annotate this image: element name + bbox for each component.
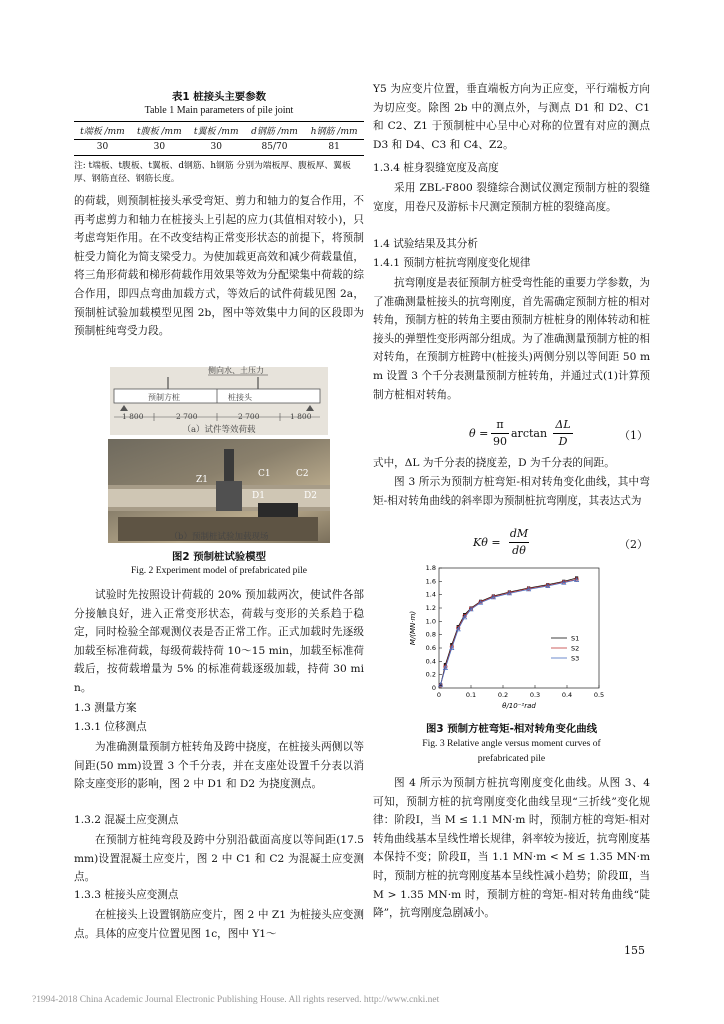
footer: ?1994-2018 China Academic Journal Electronic Publishing House. All rights reserved. http://www.cnki.net	[32, 995, 440, 1005]
table1-header: h钢筋 /mm	[310, 127, 358, 137]
table1-cell: 81	[328, 142, 340, 152]
y-tick-label: 0.4	[425, 657, 436, 666]
section-heading: 1.3.4 桩身裂缝宽度及高度	[373, 162, 499, 174]
section-heading: 1.3.1 位移测点	[74, 721, 147, 733]
x-tick-label: 0.3	[529, 691, 541, 699]
fig2-caption-cn: 图2 预制桩试验模型	[172, 551, 266, 563]
fig2b-subcaption: （b）预制桩试验加载现场	[169, 532, 269, 542]
paragraph: 采用 ZBL-F800 裂缝综合测试仪测定预制方桩的裂缝宽度，用卷尺及游标卡尺测定预制方桩的裂缝高度。	[373, 182, 650, 213]
x-tick-label: 0.1	[465, 691, 477, 699]
x-tick-label: 0.5	[593, 691, 605, 699]
plot-area	[439, 568, 599, 688]
fig3-chart	[407, 562, 607, 722]
fig2-caption-en: Fig. 2 Experiment model of prefabricated pile	[130, 565, 308, 576]
table1-header: t端板 /mm	[80, 127, 125, 137]
paragraph: 为准确测量预制方桩转角及跨中挠度，在桩接头两侧以等间距(50 mm)设置 3 个千分表，并在支座处设置千分表以消除支座变形的影响，图 2 中 D1 和 D2 为挠度测点。	[74, 741, 364, 791]
fig3-caption-en: Fig. 3 Relative angle versus moment curves of	[422, 738, 601, 749]
table1-header: d钢筋 /mm	[251, 127, 298, 137]
page-number: 155	[624, 944, 645, 957]
section-heading: 1.3 测量方案	[74, 702, 137, 714]
paragraph: 抗弯刚度是表征预制方桩受弯性能的重要力学参数，为了准确测量桩接头的抗弯刚度，首先需确定预制方桩的相对转角，预制方桩的转角主要由预制方桩桩身的刚体转动和桩接头的弹塑性变形两部分组成。为了准确测量预制方桩的相对转角，在预制方桩跨中(桩接头)两侧分别以等间距 50 mm 设置 3 个千分表测量预制方桩转角，并通过式(1)计算预制方桩相对转角。	[373, 277, 650, 401]
fig2b-scene	[108, 439, 330, 543]
table1-cell: 30	[96, 142, 109, 152]
series-line-S3	[441, 580, 580, 685]
eq1-den: D	[558, 435, 568, 448]
table1-title-cn: 表1 桩接头主要参数	[172, 91, 266, 103]
fig2b-label: D2	[304, 491, 317, 501]
fig2a-beam-left: 预制方桩	[148, 393, 180, 402]
fig2b-label: Z1	[196, 475, 208, 485]
fig2b-photo	[108, 439, 330, 543]
x-tick-label: 0	[436, 691, 442, 699]
y-tick-label: 0.8	[425, 630, 436, 639]
fig2b-label: C2	[296, 469, 309, 479]
eq1-num: ΔL	[555, 418, 571, 431]
fig2a-subcaption: （a）试件等效荷载	[182, 425, 256, 435]
y-axis-label: M/(MN·m)	[409, 610, 417, 646]
y-tick-label: 1.8	[425, 564, 436, 572]
table1-cell: 85/70	[261, 142, 288, 152]
x-axis-label: θ/10⁻²rad	[502, 702, 536, 710]
eq1-90: 90	[493, 435, 507, 448]
fig3-caption-cn: 图3 预制方桩弯矩-相对转角变化曲线	[425, 723, 598, 735]
legend-label: S1	[571, 634, 580, 643]
table1-cell: 30	[153, 142, 166, 152]
fig2a-dim: 1 800	[290, 412, 312, 421]
legend-label: S2	[571, 644, 580, 653]
x-tick-label: 0.4	[561, 691, 573, 699]
fig2a-beam-right: 桩接头	[228, 393, 252, 402]
section-heading: 1.3.3 桩接头应变测点	[74, 889, 179, 901]
y-tick-label: 0.6	[425, 644, 436, 652]
paragraph: 图 3 所示为预制方桩弯矩-相对转角变化曲线，其中弯矩-相对转角曲线的斜率即为预制桩抗弯刚度，其表达式为	[373, 476, 650, 507]
equation-2	[473, 527, 650, 559]
table1	[74, 121, 364, 186]
y-tick-label: 0.2	[425, 670, 436, 679]
section-heading: 1.4 试验结果及其分析	[373, 238, 478, 250]
y-tick-label: 1.0	[425, 617, 436, 626]
eq2-lhs: Kθ =	[473, 536, 501, 549]
fig2a-dim: 2 700	[238, 412, 260, 421]
section-heading: 1.4.1 预制方桩抗弯刚度变化规律	[373, 257, 531, 269]
fig2a-dim: 2 700	[176, 412, 198, 421]
table1-title-en: Table 1 Main parameters of pile joint	[144, 105, 294, 116]
figure-2	[108, 365, 330, 545]
eq1-arctan: arctan	[511, 427, 548, 440]
paragraph: 式中，ΔL 为千分表的挠度差，D 为千分表的间距。	[373, 457, 615, 469]
paragraph: 在预制方桩纯弯段及跨中分别沿截面高度以等间距(17.5 mm)设置混凝土应变片，图 2 中 C1 和 C2 为混凝土应变测点。	[74, 834, 364, 884]
eq1-lhs: θ =	[469, 427, 489, 440]
fig3-caption-en: prefabricated pile	[477, 753, 546, 764]
eq2-tag: （2）	[619, 538, 648, 551]
fig2a-top-label: 侧向水、土压力	[208, 366, 264, 375]
paragraph: 试验时先按照设计荷载的 20% 预加载两次，使试件各部分接触良好，进入正常变形状态，荷载与变形的关系趋于稳定，同时检验全部观测仪表是否正常工作。正式加载时先逐级加载至标准荷载，每级荷载持荷 10～15 min，加载至标准荷载后，按荷载增量为 5% 的标准荷载逐级加载，持荷 30 min。	[74, 589, 364, 694]
table1-cell: 30	[210, 142, 222, 152]
y-tick-label: 1.2	[425, 604, 436, 612]
paragraph: 图 4 所示为预制方桩抗弯刚度变化曲线。从图 3、4 可知，预制方桩的抗弯刚度变化曲线呈现“三折线”变化规律：阶段Ⅰ，当 M ≤ 1.1 MN·m 时，预制方桩的弯矩-相对转角曲线基本呈线性增长规律，斜率较为接近，抗弯刚度基本保持不变；阶段Ⅱ，当 1.1 MN·m < M ≤ 1.35 MN·m 时，预制方桩的抗弯刚度基本呈线性减小趋势；阶段Ⅲ，当 M > 1.35 MN·m 时，预制方桩的弯矩-相对转角曲线“陡降”，抗弯刚度急剧减小。	[373, 777, 650, 920]
paragraph: Y5 为应变片位置，垂直端板方向为正应变，平行端板方向为切应变。除图 2b 中的测点外，与测点 D1 和 D2、C1 和 C2、Z1 于预制桩中心呈中心对称的位置有对应的测点 D3 和 D4、C3 和 C4、Z2。	[373, 83, 650, 151]
y-tick-label: 0	[431, 684, 436, 692]
legend-label: S3	[571, 654, 580, 663]
paragraph: 在桩接头上设置钢筋应变片，图 2 中 Z1 为桩接头应变测点。具体的应变片位置见图 1c，图中 Y1～	[74, 909, 364, 940]
equation-1	[469, 418, 650, 452]
eq1-pi: π	[496, 418, 504, 431]
section-heading: 1.3.2 混凝土应变测点	[74, 814, 179, 826]
fig2b-label: C1	[258, 469, 271, 479]
y-tick-label: 1.6	[425, 577, 436, 586]
eq1-tag: （1）	[619, 429, 648, 442]
x-tick-label: 0.2	[497, 691, 509, 699]
fig2b-label: D1	[252, 491, 265, 501]
table1-header: t翼板 /mm	[193, 127, 239, 137]
paragraph: 的荷载，则预制桩接头承受弯矩、剪力和轴力的复合作用，不再考虑剪力和轴力在桩接头上引起的应力(其值相对较小)，只考虑弯矩作用。在不改变结构正常变形状态的前提下，将预制桩受力简化为简支梁受力。为使加载更高效和减少荷载量值，将三角形荷载和梯形荷载作用效果等效为分配梁集中荷载的综合作用，即四点弯曲加载方式，等效后的试件荷载见图 2a，预制桩试验加载模型见图 2b，图中等效集中力间的区段即为预制桩纯弯受力段。	[74, 195, 364, 338]
table1-note: 注: t端板、t腹板、t翼板、d钢筋、h钢筋 分别为端板厚、腹板厚、翼板厚、钢筋直径、钢筋长度。	[74, 161, 351, 184]
y-tick-label: 1.4	[425, 590, 436, 599]
eq2-den: dθ	[512, 544, 526, 557]
table1-header: t腹板 /mm	[137, 127, 182, 137]
eq2-num: dM	[509, 527, 529, 540]
fig2a-dim: 1 800	[122, 412, 144, 421]
